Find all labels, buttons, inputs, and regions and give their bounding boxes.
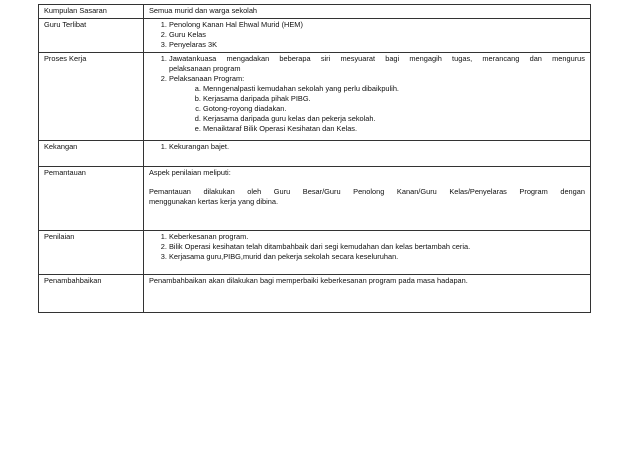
label-pemantauan: Pemantauan	[39, 167, 144, 231]
list-item: 2. Guru Kelas	[169, 30, 585, 40]
label-kumpulan-sasaran: Kumpulan Sasaran	[39, 5, 144, 19]
label-penambahbaikan: Penambahbaikan	[39, 275, 144, 313]
sublist-item: d. Kerjasama daripada guru kelas dan pekerja sekolah.	[203, 114, 585, 124]
program-table	[38, 4, 591, 313]
label-guru-terlibat: Guru Terlibat	[39, 19, 144, 53]
list-item	[169, 54, 585, 74]
row-kumpulan-sasaran	[39, 5, 591, 19]
sublist-item: b. Kerjasama daripada pihak PIBG.	[203, 94, 585, 104]
row-guru-terlibat	[39, 19, 591, 53]
value-penilaian	[144, 231, 591, 275]
label-kekangan: Kekangan	[39, 141, 144, 167]
row-penilaian	[39, 231, 591, 275]
sublist-item: c. Gotong-royong diadakan.	[203, 104, 585, 114]
list-item: 1. Keberkesanan program.	[169, 232, 585, 242]
pemantauan-para-line1: Pemantauan dilakukan oleh Guru Besar/Guru Penolong Kanan/Guru Kelas/Penyelaras Program dengan	[149, 187, 585, 196]
list-item: 3. Kerjasama guru,PIBG,murid dan pekerja sekolah secara keseluruhan.	[169, 252, 585, 262]
list-item: 3. Penyelaras 3K	[169, 40, 585, 50]
kekangan-list	[149, 142, 585, 152]
sublist-item: e. Menaiktaraf Bilik Operasi Kesihatan dan Kelas.	[203, 124, 585, 134]
row-proses-kerja	[39, 53, 591, 141]
list-item: 2. Bilik Operasi kesihatan telah ditambahbaik dari segi kemudahan dan kelas bertambah ceria.	[169, 242, 585, 252]
value-guru-terlibat	[144, 19, 591, 53]
value-penambahbaikan: Penambahbaikan akan dilakukan bagi memperbaiki keberkesanan program pada masa hadapan.	[144, 275, 591, 313]
pemantauan-para-line2: menggunakan kertas kerja yang dibina.	[149, 197, 279, 206]
row-penambahbaikan	[39, 275, 591, 313]
list-item: 1. Penolong Kanan Hal Ehwal Murid (HEM)	[169, 20, 585, 30]
value-kumpulan-sasaran: Semua murid dan warga sekolah	[144, 5, 591, 19]
label-proses-kerja: Proses Kerja	[39, 53, 144, 141]
row-pemantauan	[39, 167, 591, 231]
proses-item2-text: 2. Pelaksanaan Program:	[169, 74, 245, 83]
value-proses-kerja	[144, 53, 591, 141]
value-pemantauan	[144, 167, 591, 231]
row-kekangan	[39, 141, 591, 167]
value-kekangan	[144, 141, 591, 167]
pemantauan-heading: Aspek penilaian meliputi:	[149, 168, 231, 177]
guru-terlibat-list	[149, 20, 585, 50]
proses-kerja-list	[149, 54, 585, 134]
proses-item1-line2: pelaksanaan program	[169, 64, 241, 73]
label-penilaian: Penilaian	[39, 231, 144, 275]
proses-item1-line1: 1. Jawatankuasa mengadakan beberapa siri mesyuarat bagi mengagih tugas, merancang dan mengurus	[169, 54, 585, 63]
list-item: 1. Kekurangan bajet.	[169, 142, 585, 152]
pelaksanaan-sublist	[169, 84, 585, 134]
list-item	[169, 74, 585, 134]
penilaian-list	[149, 232, 585, 262]
sublist-item: a. Menngenalpasti kemudahan sekolah yang perlu dibaikpulih.	[203, 84, 585, 94]
